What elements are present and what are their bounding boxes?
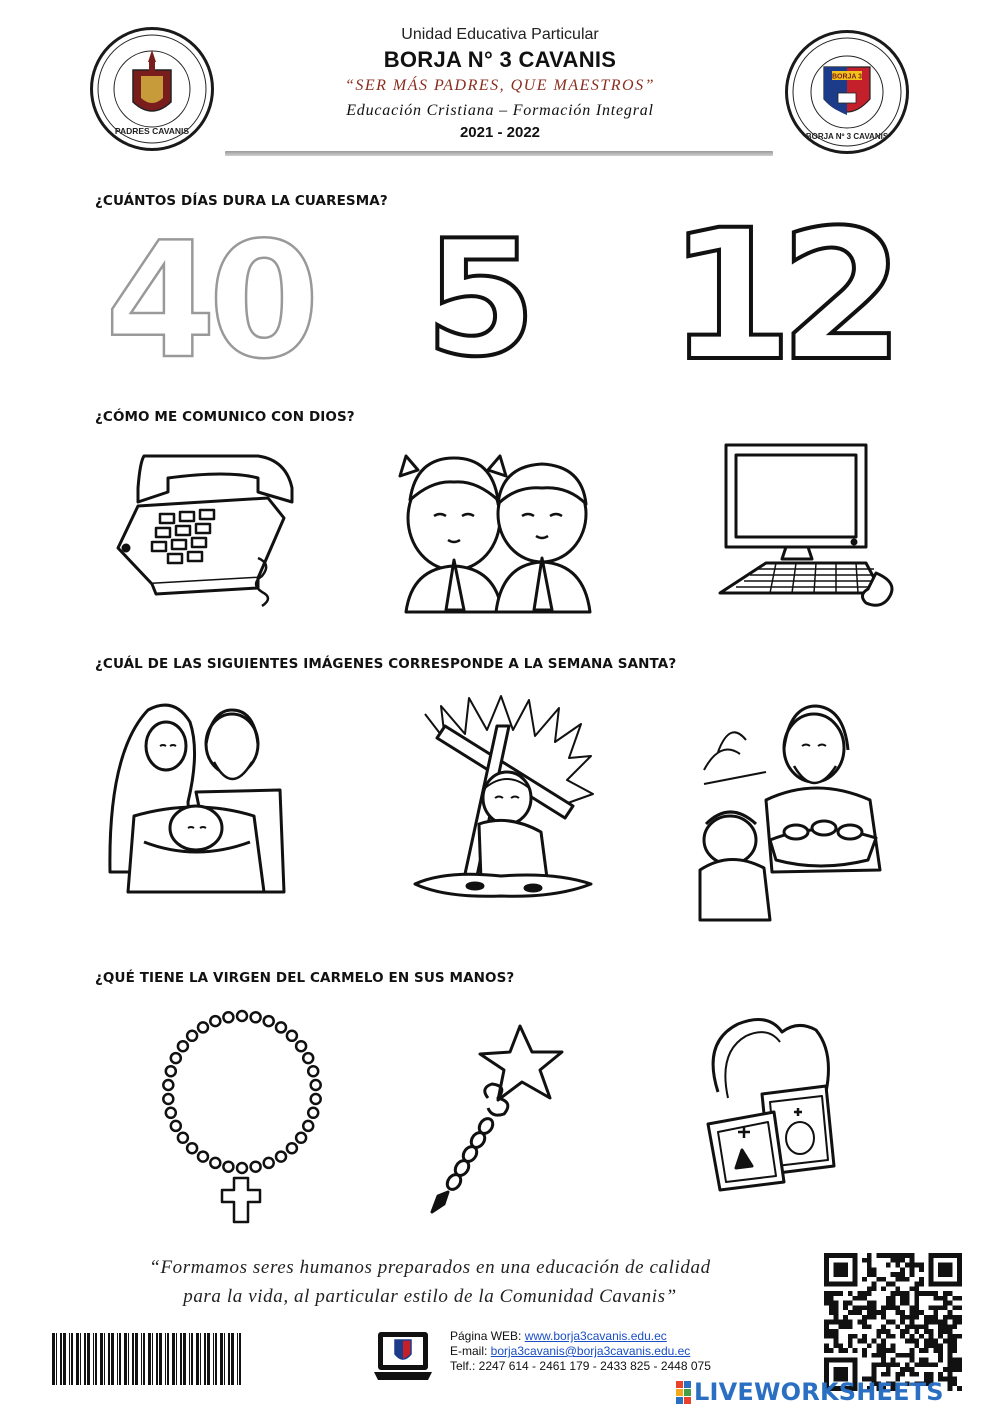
header-institution-type: Unidad Educativa Particular: [401, 26, 599, 43]
quote-line-2: para la vida, al particular estilo de la Comunidad Cavanis”: [183, 1286, 677, 1307]
padres-cavanis-seal: [90, 27, 214, 151]
question-2-text: ¿CÓMO ME COMUNICO CON DIOS?: [95, 409, 355, 425]
website-line: [450, 1329, 711, 1344]
telephone-icon[interactable]: [108, 448, 298, 608]
svg-text:40: 40: [105, 207, 312, 394]
liveworksheets-brand: LIVEWORKSHEETS: [694, 1378, 944, 1406]
svg-text:5: 5: [425, 205, 537, 392]
holy-family-icon[interactable]: [104, 692, 290, 906]
svg-text:BORJA 3: BORJA 3: [831, 73, 863, 81]
header-school-name: BORJA N° 3 CAVANIS: [383, 47, 617, 72]
liveworksheets-logo-icon: [676, 1381, 692, 1405]
star-wand-icon[interactable]: [422, 1022, 582, 1218]
svg-text:PADRES CAVANIS: PADRES CAVANIS: [114, 126, 190, 136]
option-number-40[interactable]: [105, 207, 312, 394]
jesus-with-cross-icon[interactable]: [405, 694, 597, 900]
question-1-text: ¿CUÁNTOS DÍAS DURA LA CUARESMA?: [95, 193, 388, 209]
question-3-text: ¿CUÁL DE LAS SIGUIENTES IMÁGENES CORRESPONDE A LA SEMANA SANTA?: [95, 656, 677, 672]
website-label: Página WEB:: [450, 1329, 525, 1343]
website-link[interactable]: www.borja3cavanis.edu.ec: [524, 1329, 667, 1343]
header-school-year: 2021 - 2022: [459, 124, 541, 141]
svg-text:BORJA Nº 3 CAVANIS: BORJA Nº 3 CAVANIS: [805, 132, 889, 141]
barcode-icon: [52, 1333, 244, 1385]
institution-quote: [95, 1253, 765, 1311]
jesus-with-bread-icon[interactable]: [700, 700, 892, 920]
option-number-12[interactable]: [668, 192, 891, 401]
email-label: E-mail:: [450, 1344, 491, 1358]
question-4-text: ¿QUÉ TIENE LA VIRGEN DEL CARMELO EN SUS MANOS?: [95, 970, 515, 986]
header-subtitle: Educación Cristiana – Formación Integral: [346, 102, 654, 119]
option-number-5[interactable]: [425, 205, 545, 392]
contact-info: [450, 1329, 711, 1374]
phone-line: Telf.: 2247 614 - 2461 179 - 2433 825 - 2448 075: [450, 1359, 711, 1373]
email-link[interactable]: borja3cavanis@borja3cavanis.edu.ec: [490, 1344, 691, 1358]
computer-icon[interactable]: [716, 443, 902, 615]
scapular-icon[interactable]: [698, 1012, 838, 1190]
email-line: [450, 1344, 711, 1359]
rosary-icon[interactable]: [158, 1010, 330, 1224]
qr-code-icon: [824, 1253, 962, 1391]
laptop-icon: [372, 1330, 434, 1386]
header-divider: [225, 151, 773, 156]
quote-line-1: “Formamos seres humanos preparados en una educación de calidad: [149, 1257, 711, 1278]
svg-text:12: 12: [668, 192, 891, 401]
praying-children-icon[interactable]: [392, 440, 607, 612]
borja-cavanis-seal: [785, 30, 909, 154]
header-motto: “SER MÁS PADRES, QUE MAESTROS”: [344, 77, 655, 94]
